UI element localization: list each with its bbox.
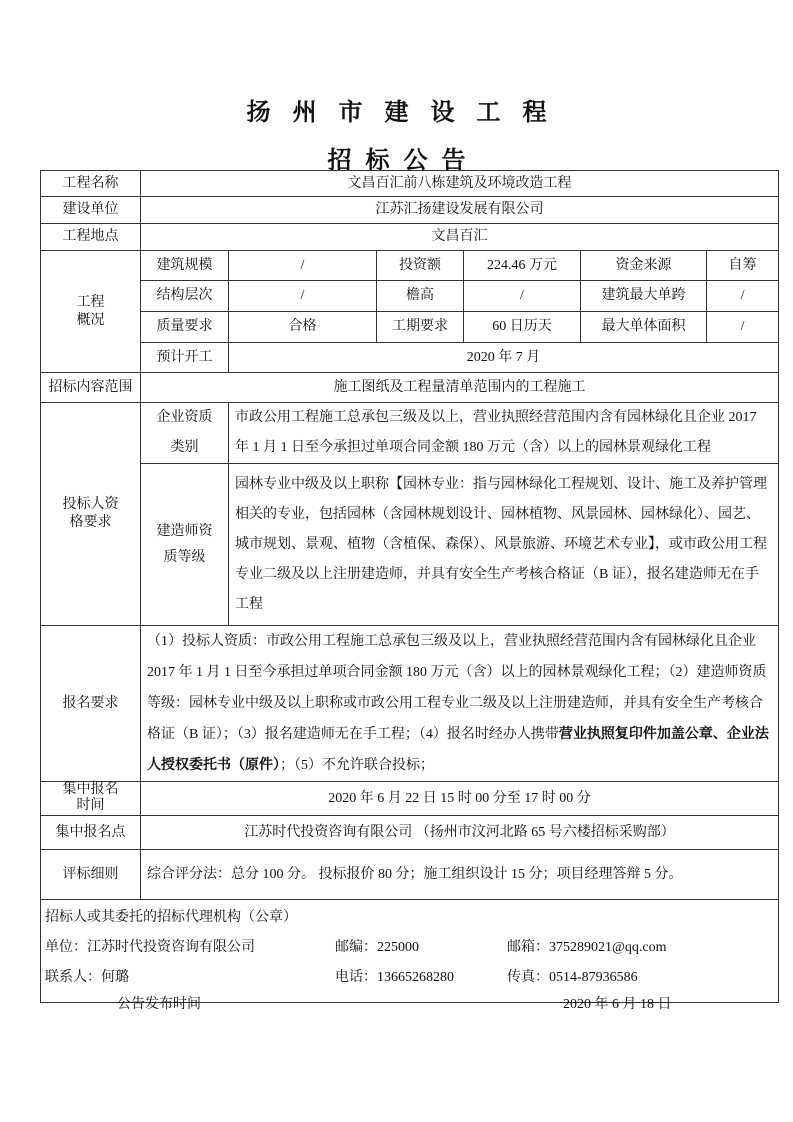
value: 江苏汇扬建设发展有限公司 <box>141 197 779 224</box>
cell: 自筹 <box>707 251 779 281</box>
row-bidder-builder <box>41 464 779 626</box>
cell: / <box>464 281 581 312</box>
row-evaluation <box>41 850 779 900</box>
tender-table <box>40 170 779 1003</box>
bold-text: 营业执照复印件加盖公章、企业法人授权委托书（原件） <box>147 727 769 773</box>
cell: / <box>707 281 779 312</box>
label: 投标人资格要求 <box>62 497 119 530</box>
label: 建设单位 <box>41 197 141 224</box>
value: 江苏时代投资咨询有限公司 （扬州市汶河北路 65 号六楼招标采购部） <box>141 816 779 850</box>
row-registration <box>41 626 779 782</box>
label: 工程地点 <box>41 224 141 251</box>
row-overview-4 <box>41 343 779 373</box>
cell: 工期要求 <box>377 312 464 343</box>
text: （1）投标人资质：市政公用工程施工总承包三级及以上，营业执照经营范围内含有园林绿化且企业 2017 年 1 月 1 日至今承担过单项合同金额 180 万元（含）以上的园林景观绿化工程；（2）建造师资质等级：园林专业中级及以上职称或市政公用工程专业二级及以上注册建造师，并具有安全生产考核合格证（B 证）；（3）报名建造师无在手工程；（4）报名时经办人携带 <box>147 634 767 742</box>
row-project-name <box>41 171 779 197</box>
cell: 预计开工 <box>141 343 229 373</box>
cell: 建筑规模 <box>141 251 229 281</box>
row-agency <box>41 900 779 1003</box>
cell: 投资额 <box>377 251 464 281</box>
builder-label <box>141 464 229 626</box>
row-bidder-company <box>41 403 779 464</box>
agency-postcode: 邮编：225000 <box>335 940 419 955</box>
agency-fax: 传真：0514-87936586 <box>507 970 638 985</box>
company-value: 市政公用工程施工总承包三级及以上，营业执照经营范围内含有园林绿化且企业 2017 年 1 月 1 日至今承担过单项合同金额 180 万元（含）以上的园林景观绿化工程 <box>229 403 779 464</box>
label <box>41 782 141 816</box>
agency-contact: 联系人：何璐 <box>45 970 129 985</box>
cell: 结构层次 <box>141 281 229 312</box>
label: 企业资质类别 <box>156 410 213 455</box>
label: 工程概况 <box>76 294 105 328</box>
value <box>141 626 779 782</box>
page-title: 扬州市建设工程 <box>246 98 569 126</box>
page-subtitle: 招标公告 <box>327 146 480 174</box>
row-overview-1 <box>41 251 779 281</box>
value: 文昌百汇 <box>141 224 779 251</box>
value: 施工图纸及工程量清单范围内的工程施工 <box>141 373 779 403</box>
publish-label: 公告发布时间 <box>117 997 201 1012</box>
cell: 檐高 <box>377 281 464 312</box>
row-reg-time <box>41 782 779 816</box>
agency-heading: 招标人或其委托的招标代理机构（公章） <box>45 910 297 925</box>
row-location <box>41 224 779 251</box>
cell: 224.46 万元 <box>464 251 581 281</box>
row-overview-2 <box>41 281 779 312</box>
cell: 最大单体面积 <box>581 312 707 343</box>
value: 文昌百汇前八栋建筑及环境改造工程 <box>141 171 779 197</box>
cell: 建筑最大单跨 <box>581 281 707 312</box>
label: 工程名称 <box>41 171 141 197</box>
publish-date: 2020 年 6 月 18 日 <box>563 997 672 1012</box>
label: 报名要求 <box>41 626 141 782</box>
row-reg-place <box>41 816 779 850</box>
label: 评标细则 <box>41 850 141 900</box>
cell: 资金来源 <box>581 251 707 281</box>
value: 2020 年 6 月 22 日 15 时 00 分至 17 时 00 分 <box>141 782 779 816</box>
company-label <box>141 403 229 464</box>
label: 招标内容范围 <box>41 373 141 403</box>
value: 综合评分法：总分 100 分。 投标报价 80 分；施工组织设计 15 分；项目经理答辩 5 分。 <box>141 850 779 900</box>
row-scope <box>41 373 779 403</box>
agency-phone: 电话：13665268280 <box>335 970 454 985</box>
overview-label <box>41 251 141 373</box>
cell: / <box>229 281 377 312</box>
cell: 质量要求 <box>141 312 229 343</box>
bidder-label <box>41 403 141 626</box>
label: 集中报名时间 <box>62 782 119 813</box>
cell: 合格 <box>229 312 377 343</box>
row-builder <box>41 197 779 224</box>
agency-email: 邮箱：375289021@qq.com <box>507 940 667 955</box>
row-overview-3 <box>41 312 779 343</box>
label: 建造师资质等级 <box>156 523 213 565</box>
label: 集中报名点 <box>41 816 141 850</box>
builder-value: 园林专业中级及以上职称【园林专业：指与园林绿化工程规划、设计、施工及养护管理相关的专业，包括园林（含园林规划设计、园林植物、风景园林、园林绿化）、园艺、城市规划、景观、植物（含植保、森保）、风景旅游、环境艺术专业】，或市政公用工程专业二级及以上注册建造师，并具有安全生产考核合格证（B 证），报名建造师无在手工程 <box>229 464 779 626</box>
agency-block <box>41 900 779 1003</box>
agency-unit: 单位：江苏时代投资咨询有限公司 <box>45 940 255 955</box>
cell: / <box>229 251 377 281</box>
cell: / <box>707 312 779 343</box>
text: ；（5）不允许联合投标； <box>280 758 434 773</box>
cell: 2020 年 7 月 <box>229 343 779 373</box>
cell: 60 日历天 <box>464 312 581 343</box>
